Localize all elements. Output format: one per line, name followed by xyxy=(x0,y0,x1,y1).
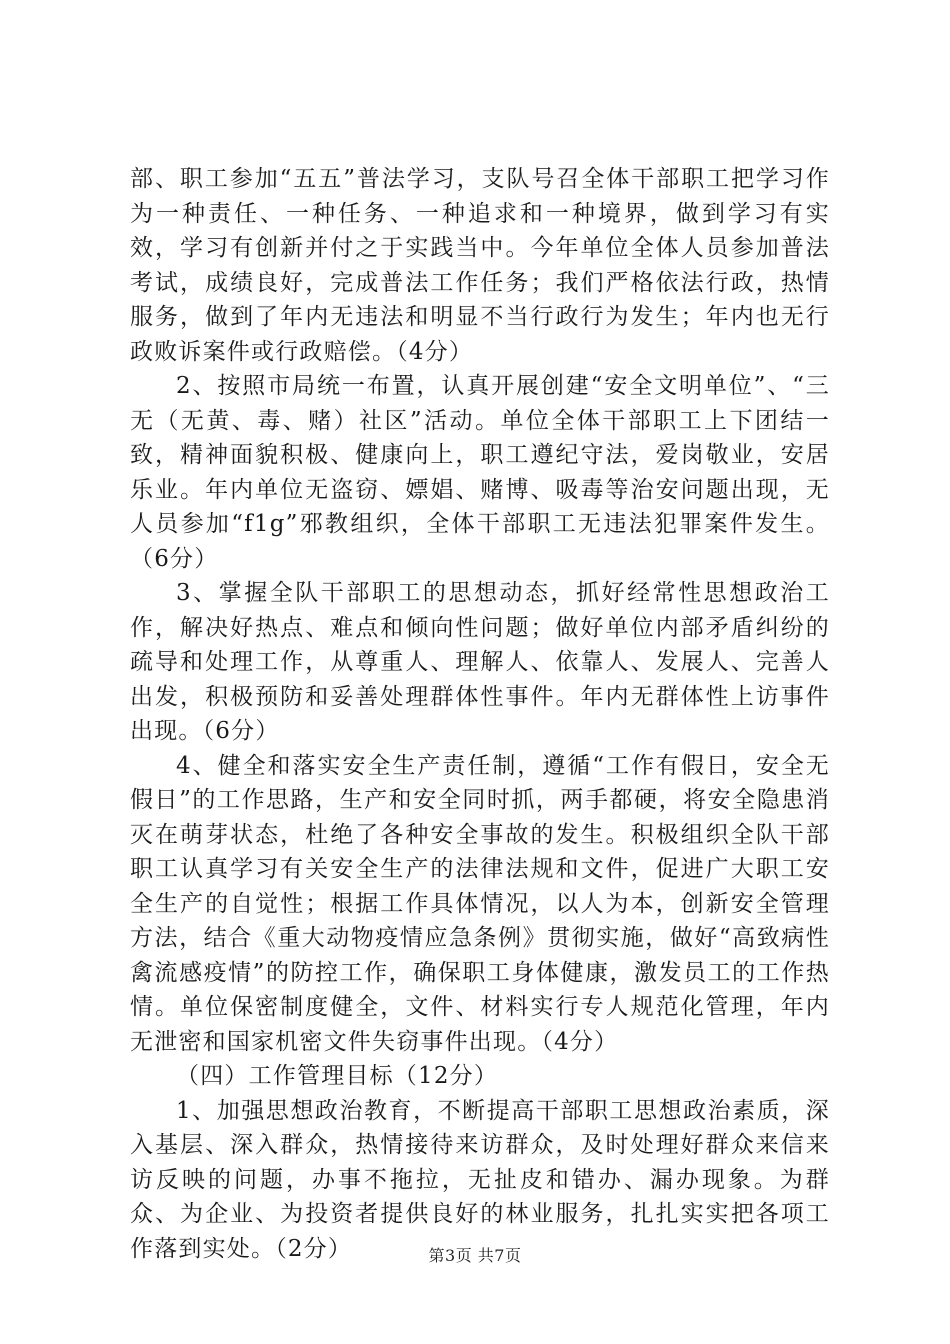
document-body xyxy=(130,162,830,1266)
section-heading: （四）工作管理目标（12分） xyxy=(176,1063,499,1089)
paragraph-item-4: 4、健全和落实安全生产责任制，遵循“工作有假日，安全无假日”的工作思路，生产和安全同时抓，两手都硬，将安全隐患消灭在萌芽状态，杜绝了各种安全事故的发生。积极组织全队干部职工认真学习有关安全生产的法律法规和文件，促进广大职工安全生产的自觉性；根据工作具体情况，以人为本，创新安全管理方法，结合《重大动物疫情应急条例》贯彻实施，做好“高致病性禽流感疫情”的防控工作，确保职工身体健康，激发员工的工作热情。单位保密制度健全，文件、材料实行专人规范化管理，年内无泄密和国家机密文件失窃事件出现。（4分） xyxy=(130,752,830,1055)
paragraph-continuation: 部、职工参加“五五”普法学习，支队号召全体干部职工把学习作为一种责任、一种任务、一种追求和一种境界，做到学习有实效，学习有创新并付之于实践当中。今年单位全体人员参加普法考试，成绩良好，完成普法工作任务；我们严格依法行政，热情服务，做到了年内无违法和明显不当行政行为发生；年内也无行政败诉案件或行政赔偿。（4分） xyxy=(130,166,830,365)
paragraph-item-1: 1、加强思想政治教育，不断提高干部职工思想政治素质，深入基层、深入群众，热情接待来访群众，及时处理好群众来信来访反映的问题，办事不拖拉，无扯皮和错办、漏办现象。为群众、为企业、为投资者提供良好的林业服务，扎扎实实把各项工作落到实处。（2分） xyxy=(130,1097,830,1262)
page-footer: 第3页 共7页 xyxy=(428,1246,522,1265)
paragraph-item-2: 2、按照市局统一布置，认真开展创建“安全文明单位”、“三无（无黄、毒、赌）社区”活动。单位全体干部职工上下团结一致，精神面貌积极、健康向上，职工遵纪守法，爱岗敬业，安居乐业。年内单位无盗窃、嫖娼、赌博、吸毒等治安问题出现，无人员参加“f1g”邪教组织，全体干部职工无违法犯罪案件发生。（6分） xyxy=(130,373,830,572)
paragraph-item-3: 3、掌握全队干部职工的思想动态，抓好经常性思想政治工作，解决好热点、难点和倾向性问题；做好单位内部矛盾纠纷的疏导和处理工作，从尊重人、理解人、依靠人、发展人、完善人出发，积极预防和妥善处理群体性事件。年内无群体性上访事件出现。（6分） xyxy=(130,580,830,744)
